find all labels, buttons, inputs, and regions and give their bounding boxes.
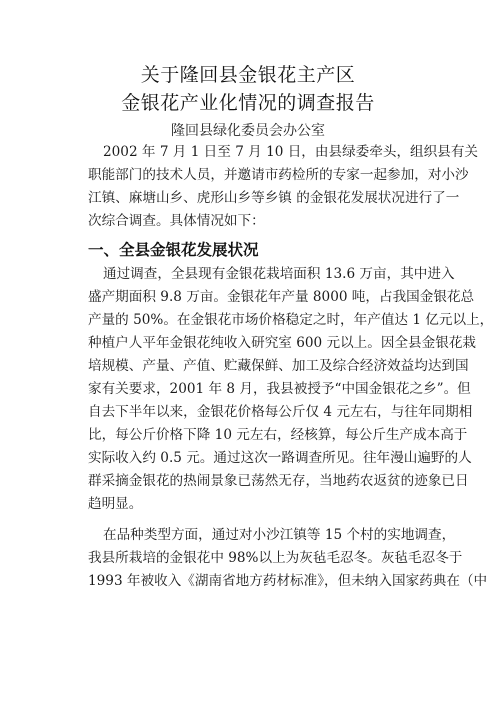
body-line: 通过调查，全县现有金银花栽培面积 13.6 万亩，其中进入 bbox=[103, 266, 455, 282]
body-line: 趋明显。 bbox=[88, 496, 143, 512]
body-line: 培规模、产量、产值、贮藏保鲜、加工及综合经济效益均达到国 bbox=[88, 358, 469, 374]
body-line: 实际收入约 0.5 元。通过这次一路调查所见。往年漫山遍野的人 bbox=[88, 450, 472, 466]
body-line: 自去下半年以来，金银花价格每公斤仅 4 元左右，与往年同期相 bbox=[88, 404, 473, 420]
body-line: 种植户人平年金银花纯收入研究室 600 元以上。因全县金银花栽 bbox=[88, 335, 477, 351]
body-line: 比，每公斤价格下降 10 元左右，经核算，每公斤生产成本高于 bbox=[88, 427, 468, 443]
body-line: 产量的 50%。在金银花市场价格稳定之时，年产值达 1 亿元以上， bbox=[88, 312, 494, 328]
intro-line: 2002 年 7 月 1 日至 7 月 10 日，由县绿委牵头，组织县有关 bbox=[103, 144, 479, 160]
body-line: 我县所栽培的金银花中 98%以上为灰毡毛忍冬。灰毡毛忍冬于 bbox=[88, 550, 463, 566]
intro-line: 次综合调查。具体情况如下： bbox=[88, 213, 265, 229]
section-heading: 一、全县金银花发展状况 bbox=[88, 241, 259, 259]
document-author: 隆回县绿化委员会办公室 bbox=[171, 123, 325, 139]
document-title-line-1: 关于隆回县金银花主产区 bbox=[140, 64, 356, 86]
body-line: 1993 年被收入《湖南省地方药材标准》，但未纳入国家药典在（中 bbox=[88, 573, 488, 589]
document-title-line-2: 金银花产业化情况的调查报告 bbox=[121, 92, 375, 114]
body-line: 家有关要求，2001 年 8 月，我县被授予“中国金银花之乡”。但 bbox=[88, 381, 471, 397]
intro-line: 职能部门的技术人员，并邀请市药检所的专家一起参加，对小沙 bbox=[88, 167, 469, 183]
body-line: 群采摘金银花的热闹景象已荡然无存，当地药农返贫的迹象已日 bbox=[88, 473, 469, 489]
body-line: 盛产期面积 9.8 万亩。金银花年产量 8000 吨，占我国金银花总 bbox=[88, 289, 475, 305]
body-line: 在品种类型方面，通过对小沙江镇等 15 个村的实地调查， bbox=[103, 527, 456, 543]
intro-line: 江镇、麻塘山乡、虎形山乡等乡镇 的金银花发展状况进行了一 bbox=[88, 190, 460, 206]
